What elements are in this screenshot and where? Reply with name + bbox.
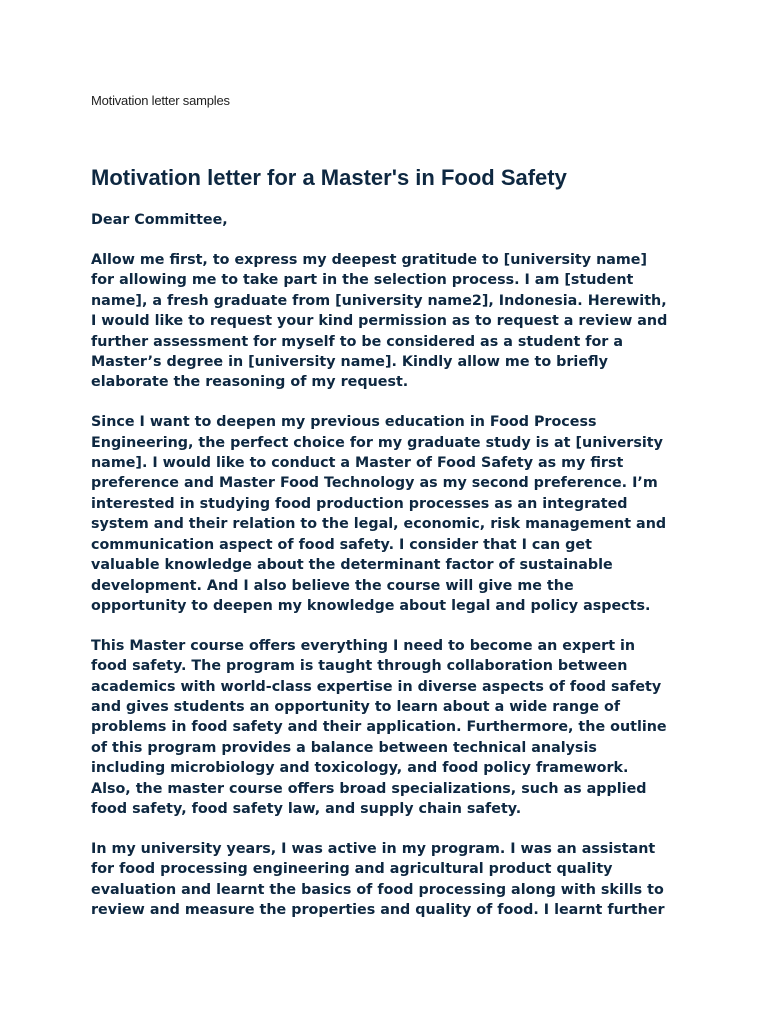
text-line: name], a fresh graduate from [university name2], Indonesia. Herewith, [91, 292, 667, 309]
text-line: Allow me first, to express my deepest gratitude to [university name] [91, 251, 648, 268]
text-line: development. And I also believe the course will give me the [91, 577, 574, 594]
text-line: Also, the master course offers broad specializations, such as applied [91, 780, 647, 797]
salutation: Dear Committee, [91, 212, 228, 228]
text-line: problems in food safety and their application. Furthermore, the outline [91, 719, 667, 736]
text-line: food safety, food safety law, and supply chain safety. [91, 801, 522, 818]
header-note: Motivation letter samples [91, 93, 230, 108]
text-line: evaluation and learnt the basics of food processing along with skills to [91, 881, 664, 898]
text-line: Engineering, the perfect choice for my graduate study is at [university [91, 434, 663, 451]
text-line: Master’s degree in [university name]. Kindly allow me to briefly [91, 353, 608, 370]
paragraph-4 [91, 839, 691, 921]
text-line: for food processing engineering and agricultural product quality [91, 861, 613, 878]
text-line: system and their relation to the legal, economic, risk management and [91, 516, 667, 533]
text-line: name]. I would like to conduct a Master of Food Safety as my first [91, 455, 624, 472]
text-line: for allowing me to take part in the selection process. I am [student [91, 272, 634, 289]
text-line: elaborate the reasoning of my request. [91, 374, 409, 391]
text-line: opportunity to deepen my knowledge about legal and policy aspects. [91, 597, 651, 614]
paragraph-3 [91, 636, 691, 820]
paragraph-1 [91, 250, 691, 393]
text-line: academics with world-class expertise in diverse aspects of food safety [91, 678, 662, 695]
paragraph-2 [91, 412, 691, 616]
text-line: valuable knowledge about the determinant factor of sustainable [91, 557, 613, 574]
text-line: I would like to request your kind permission as to request a review and [91, 313, 668, 330]
text-line: food safety. The program is taught through collaboration between [91, 658, 628, 675]
text-line: interested in studying food production processes as an integrated [91, 495, 628, 512]
text-line: communication aspect of food safety. I consider that I can get [91, 536, 592, 553]
text-line: review and measure the properties and quality of food. I learnt further [91, 902, 665, 919]
text-line: including microbiology and toxicology, and food policy framework. [91, 760, 629, 777]
text-line: In my university years, I was active in my program. I was an assistant [91, 840, 656, 857]
text-line: This Master course offers everything I need to become an expert in [91, 637, 636, 654]
page-title: Motivation letter for a Master's in Food Safety [91, 165, 567, 190]
letter-body [91, 210, 691, 940]
text-line: preference and Master Food Technology as my second preference. I’m [91, 475, 658, 492]
text-line: of this program provides a balance between technical analysis [91, 739, 597, 756]
text-line: further assessment for myself to be considered as a student for a [91, 333, 623, 350]
text-line: Since I want to deepen my previous education in Food Process [91, 414, 597, 431]
text-line: and gives students an opportunity to learn about a wide range of [91, 699, 621, 716]
